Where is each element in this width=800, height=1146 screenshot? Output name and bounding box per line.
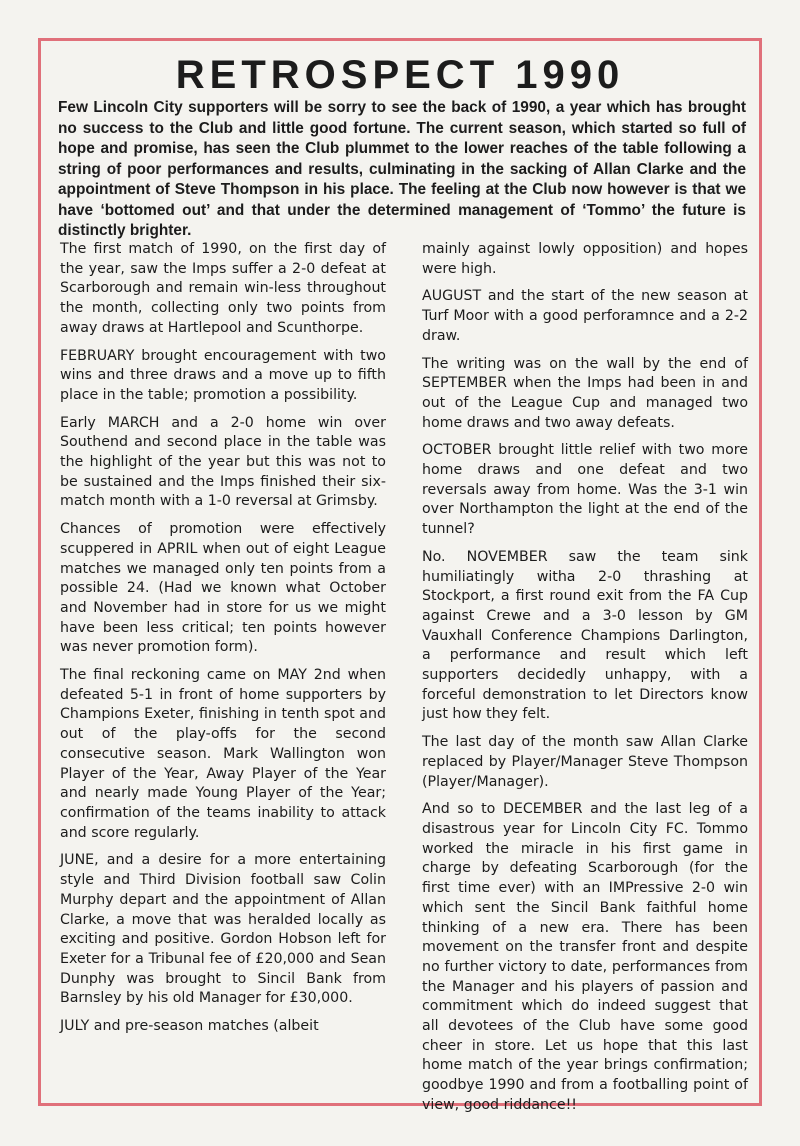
paragraph: mainly against lowly opposition) and hopes were high. bbox=[422, 241, 748, 277]
paragraph: No. NOVEMBER saw the team sink humiliatingly witha 2-0 thrashing at Stockport, a first round exit from the FA Cup against Crewe and a 3-0 lesson by GM Vauxhall Conference Champions Darlington, a performance and result which left supporters decidedly unhappy, with a forceful demonstration to let Directors know just how they felt. bbox=[422, 548, 748, 723]
left-column bbox=[60, 240, 386, 1045]
paragraph: Chances of promotion were effectively scuppered in APRIL when out of eight League matches we managed only ten points from a possible 24. (Had we known what October and November had in store for us we might have been less critical; ten points however was never promotion form). bbox=[60, 521, 386, 656]
paragraph: JUNE, and a desire for a more entertaining style and Third Division football saw Colin Murphy depart and the appointment of Allan Clarke, a move that was heralded locally as exciting and positive. Gordon Hobson left for Exeter for a Tribunal fee of £20,000 and Sean Dunphy was brought to Sincil Bank from Barnsley by his old Manager for £30,000. bbox=[60, 852, 386, 1007]
paragraph: FEBRUARY brought encouragement with two wins and three draws and a move up to fifth place in the table; promotion a possibility. bbox=[60, 347, 386, 403]
paragraph: And so to DECEMBER and the last leg of a disastrous year for Lincoln City FC. Tommo worked the miracle in his first game in charge by defeating Scarborough (for the first time ever) with an IMPressive 2-0 win which sent the Sincil Bank faithful home thinking of a new era. There has been movement on the transfer front and despite no further victory to date, performances from the Manager and his players of passion and commitment which do indeed suggest that all devotees of the Club have some good cheer in store. Let us hope that this last home match of the year brings confirmation; goodbye 1990 and from a footballing point of view, good riddance!! bbox=[422, 801, 748, 1113]
paragraph: JULY and pre-season matches (albeit bbox=[60, 1018, 319, 1035]
paragraph: AUGUST and the start of the new season at Turf Moor with a good perforamnce and a 2-2 draw. bbox=[422, 288, 748, 344]
intro-paragraph: Few Lincoln City supporters will be sorry to see the back of 1990, a year which has brought no success to the Club and little good fortune. The current season, which started so full of hope and promise, has seen the Club plummet to the lower reaches of the table following a string of poor performances and results, culminating in the sacking of Allan Clarke and the appointment of Steve Thompson in his place. The feeling at the Club now however is that we have ‘bottomed out’ and that under the determined management of ‘Tommo’ the future is distinctly brighter. bbox=[58, 99, 746, 239]
paragraph: Early MARCH and a 2-0 home win over Southend and second place in the table was the highlight of the year but this was not to be sustained and the Imps finished their six-match month with a 1-0 reversal at Grimsby. bbox=[60, 414, 386, 510]
paragraph: The writing was on the wall by the end of SEPTEMBER when the Imps had been in and out of the League Cup and managed two home draws and two away defeats. bbox=[422, 355, 748, 431]
paragraph: The last day of the month saw Allan Clarke replaced by Player/Manager Steve Thompson (Player/Manager). bbox=[422, 734, 748, 790]
paragraph: OCTOBER brought little relief with two more home draws and one defeat and two reversals away from home. Was the 3-1 win over Northampton the light at the end of the tunnel? bbox=[422, 442, 748, 538]
page-title: RETROSPECT 1990 bbox=[175, 53, 625, 97]
right-column bbox=[422, 240, 748, 1124]
paragraph: The first match of 1990, on the first day of the year, saw the Imps suffer a 2-0 defeat at Scarborough and remain win-less throughout the month, collecting only two points from away draws at Hartlepool and Scunthorpe. bbox=[60, 241, 386, 336]
paragraph: The final reckoning came on MAY 2nd when defeated 5-1 in front of home supporters by Champions Exeter, finishing in tenth spot and out of the play-offs for the second consecutive season. Mark Wallington won Player of the Year, Away Player of the Year and nearly made Young Player of the Year; confirmation of the teams inability to attack and score regularly. bbox=[60, 667, 386, 841]
